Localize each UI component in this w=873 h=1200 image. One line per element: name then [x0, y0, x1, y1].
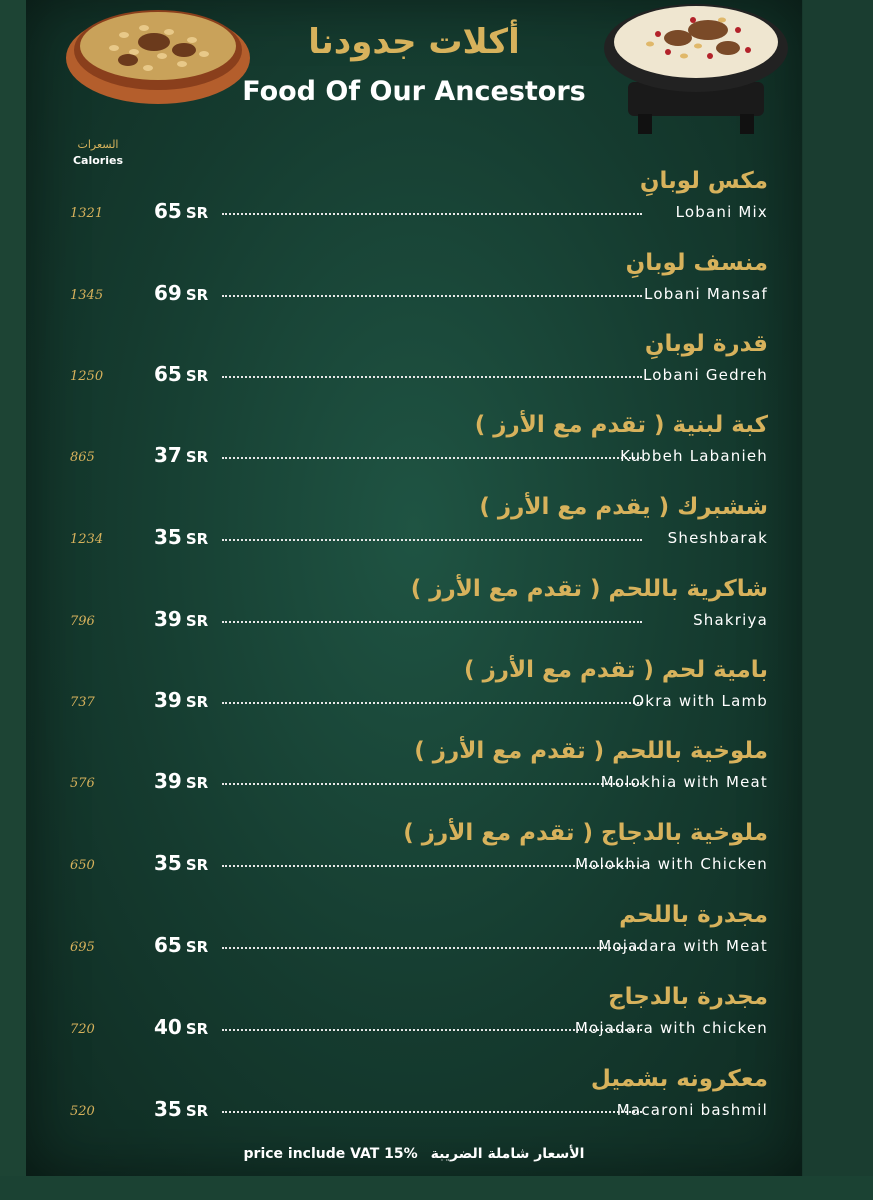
dotted-leader: [222, 213, 642, 215]
page-title: Food Of Our Ancestors: [242, 76, 586, 107]
price-value: 40: [154, 1015, 182, 1039]
currency-label: SR: [185, 204, 209, 222]
item-price: [154, 362, 208, 386]
menu-item: [26, 494, 802, 564]
item-name-english: Shakriya: [693, 611, 768, 629]
page-title-arabic: أكلات جدودنا: [308, 22, 520, 62]
calories-column-header: [70, 138, 126, 167]
item-name-arabic: مكس لوبانِ: [639, 168, 768, 194]
item-name-english: Lobani Gedreh: [643, 366, 768, 384]
currency-label: SR: [185, 774, 209, 792]
dotted-leader: [222, 947, 642, 949]
menu-item: [26, 1066, 802, 1136]
currency-label: SR: [185, 612, 209, 630]
item-price: [154, 851, 208, 875]
menu-card: [26, 0, 802, 1176]
price-value: 69: [154, 281, 182, 305]
item-price: [154, 525, 208, 549]
dotted-leader: [222, 539, 642, 541]
price-value: 35: [154, 525, 182, 549]
vat-note-arabic: الأسعار شاملة الضريبة: [430, 1146, 585, 1162]
item-calories: 1321: [70, 206, 104, 221]
item-calories: 520: [70, 1104, 95, 1119]
currency-label: SR: [185, 856, 209, 874]
currency-label: SR: [185, 693, 209, 711]
currency-label: SR: [185, 367, 209, 385]
item-calories: 865: [70, 450, 95, 465]
item-price: [154, 607, 208, 631]
price-value: 35: [154, 1097, 182, 1121]
bottom-strip: [0, 1176, 873, 1200]
menu-item: [26, 657, 802, 727]
item-price: [154, 443, 208, 467]
item-price: [154, 199, 208, 223]
item-name-english: Mojadara with Meat: [598, 937, 768, 955]
dotted-leader: [222, 376, 642, 378]
menu-item: [26, 250, 802, 320]
item-calories: 576: [70, 776, 95, 791]
item-name-arabic: معكرونه بشميل: [590, 1066, 768, 1092]
item-name-arabic: قدرة لوبانِ: [644, 331, 768, 357]
item-calories: 650: [70, 858, 95, 873]
item-price: [154, 769, 208, 793]
item-calories: 720: [70, 1022, 95, 1037]
item-name-arabic: مجدرة باللحم: [619, 902, 768, 928]
item-name-english: Okra with Lamb: [632, 692, 768, 710]
price-value: 65: [154, 362, 182, 386]
item-name-arabic: بامية لحم ( تقدم مع الأرز ): [464, 657, 768, 683]
item-name-english: Sheshbarak: [667, 529, 768, 547]
item-name-arabic: منسف لوبانِ: [625, 250, 768, 276]
menu-item: [26, 412, 802, 482]
item-price: [154, 688, 208, 712]
item-name-arabic: شاكرية باللحم ( تقدم مع الأرز ): [410, 576, 768, 602]
left-frame: [0, 0, 26, 1200]
dish-image-right: [598, 0, 794, 140]
menu-item: [26, 820, 802, 890]
item-name-arabic: مجدرة بالدجاج: [608, 984, 768, 1010]
price-value: 35: [154, 851, 182, 875]
currency-label: SR: [185, 1102, 209, 1120]
item-name-arabic: ملوخية بالدجاج ( تقدم مع الأرز ): [403, 820, 768, 846]
item-calories: 737: [70, 695, 95, 710]
currency-label: SR: [185, 286, 209, 304]
item-name-english: Macaroni bashmil: [616, 1101, 768, 1119]
dotted-leader: [222, 783, 642, 785]
dotted-leader: [222, 621, 642, 623]
currency-label: SR: [185, 448, 209, 466]
menu-item: [26, 984, 802, 1054]
item-name-english: Kubbeh Labanieh: [620, 447, 768, 465]
item-name-english: Molokhia with Chicken: [575, 855, 768, 873]
currency-label: SR: [185, 1020, 209, 1038]
menu-item: [26, 168, 802, 238]
calories-header-english: Calories: [72, 154, 124, 167]
item-name-arabic: ملوخية باللحم ( تقدم مع الأرز ): [414, 738, 768, 764]
menu-item: [26, 576, 802, 646]
item-calories: 1345: [70, 288, 104, 303]
dotted-leader: [222, 295, 642, 297]
dotted-leader: [222, 702, 642, 704]
item-calories: 1234: [70, 532, 104, 547]
currency-label: SR: [185, 938, 209, 956]
item-name-english: Lobani Mansaf: [644, 285, 768, 303]
item-price: [154, 1097, 208, 1121]
price-value: 65: [154, 199, 182, 223]
menu-item: [26, 738, 802, 808]
item-name-arabic: ششبرك ( يقدم مع الأرز ): [479, 494, 768, 520]
dotted-leader: [222, 1111, 642, 1113]
calories-header-arabic: السعرات: [77, 138, 119, 151]
item-calories: 695: [70, 940, 95, 955]
item-name-english: Lobani Mix: [675, 203, 768, 221]
menu-item: [26, 331, 802, 401]
item-price: [154, 281, 208, 305]
price-value: 65: [154, 933, 182, 957]
vat-note-english: price include VAT 15%: [243, 1146, 418, 1162]
item-name-arabic: كبة لبنية ( تقدم مع الأرز ): [474, 412, 768, 438]
item-price: [154, 933, 208, 957]
item-calories: 796: [70, 614, 95, 629]
menu-item: [26, 902, 802, 972]
item-name-english: Mojadara with chicken: [574, 1019, 768, 1037]
currency-label: SR: [185, 530, 209, 548]
price-value: 37: [154, 443, 182, 467]
item-calories: 1250: [70, 369, 104, 384]
vat-note: [26, 1146, 802, 1162]
item-name-english: Molokhia with Meat: [600, 773, 768, 791]
item-price: [154, 1015, 208, 1039]
price-value: 39: [154, 769, 182, 793]
price-value: 39: [154, 607, 182, 631]
right-frame: [803, 0, 873, 1200]
price-value: 39: [154, 688, 182, 712]
dotted-leader: [222, 457, 642, 459]
